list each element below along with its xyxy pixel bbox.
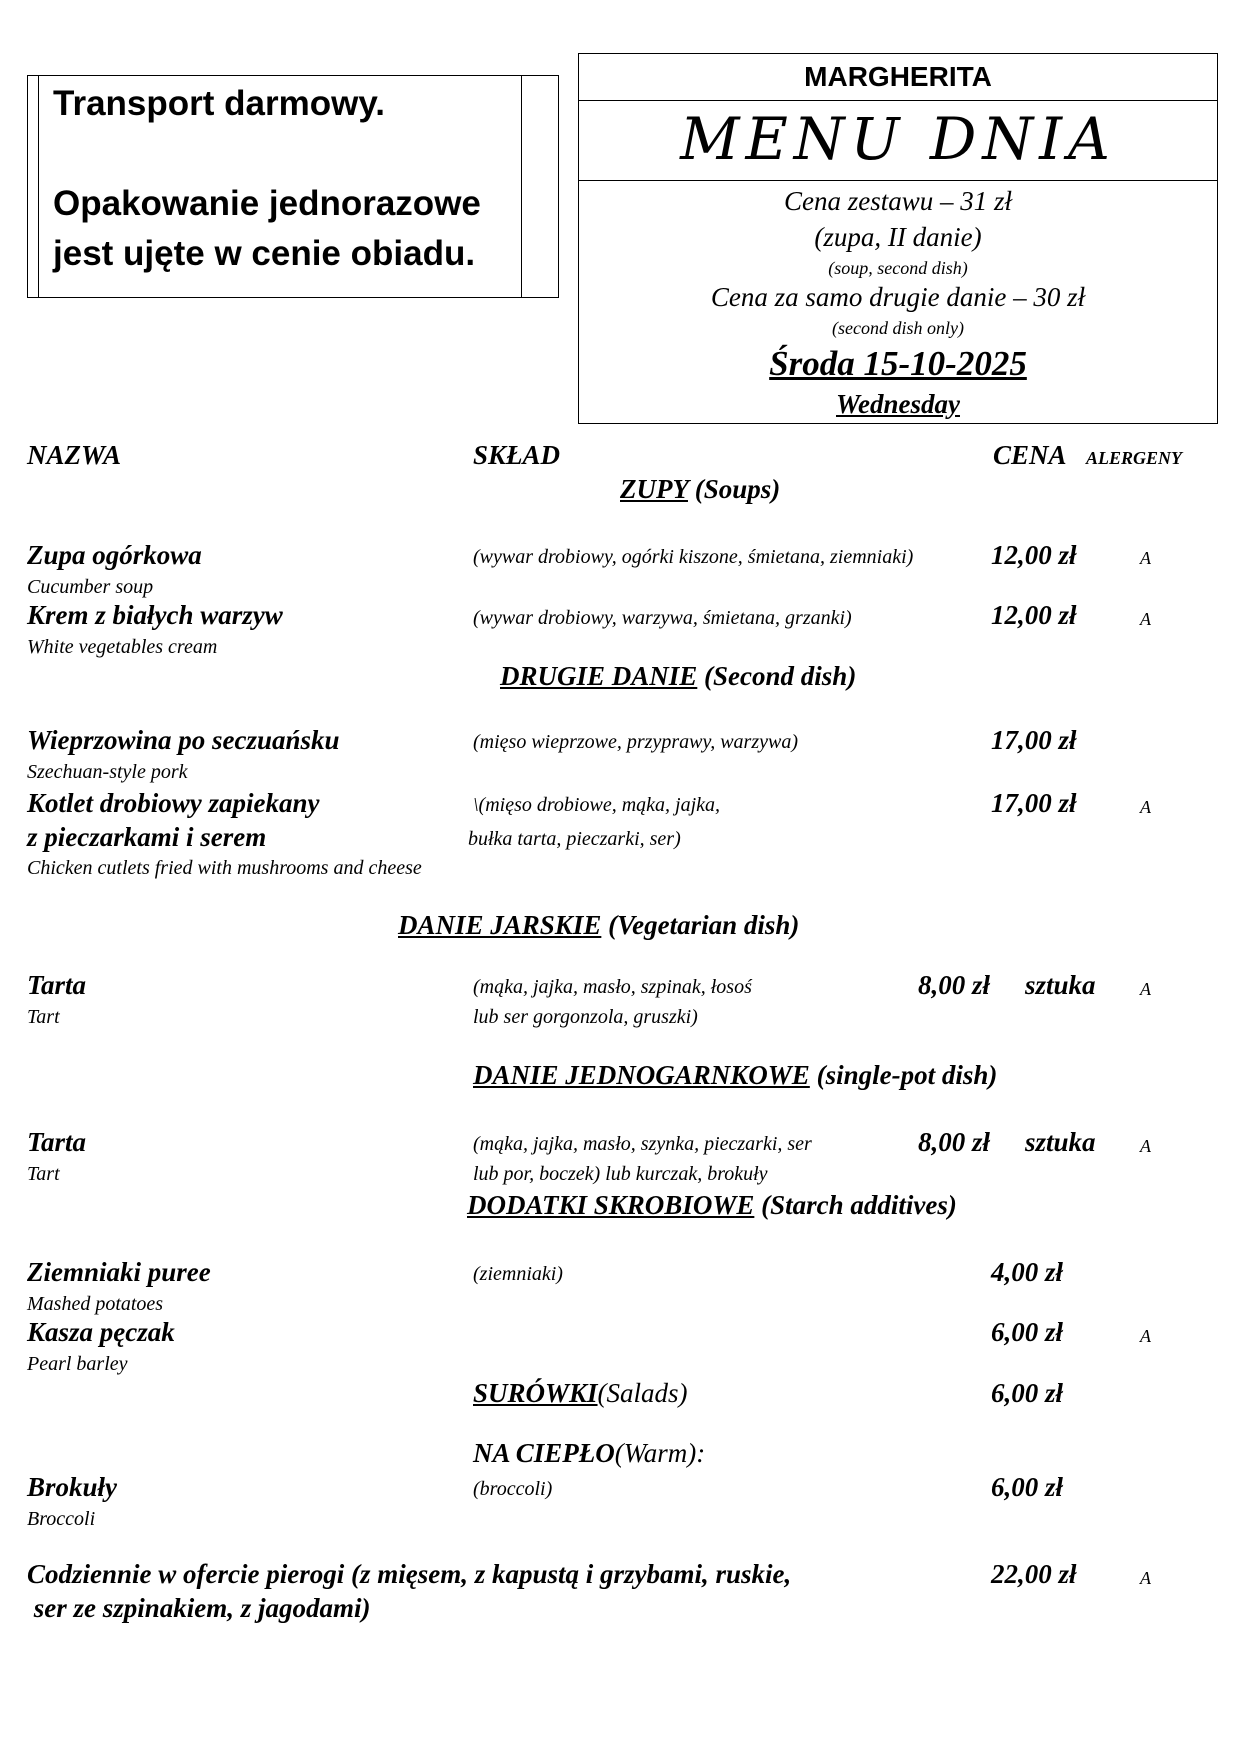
column-header-name: NAZWA	[27, 440, 122, 470]
dish-ingredients: (mąka, jajka, masło, szynka, pieczarki, ser	[473, 1133, 812, 1155]
dish-allergen: A	[1140, 979, 1151, 999]
dish-name: Zupa ogórkowa	[27, 540, 202, 570]
dish-name: Tarta	[27, 1127, 87, 1157]
salads-price: 6,00 zł	[991, 1378, 1064, 1408]
section-title-vegetarian: DANIE JARSKIE (Vegetarian dish)	[398, 910, 800, 940]
dish-name: Tarta	[27, 970, 87, 1000]
section-title-salads: SURÓWKI(Salads)	[473, 1378, 688, 1408]
dish-name: Krem z białych warzyw	[27, 600, 283, 630]
dish-allergen: A	[1140, 1326, 1151, 1346]
dish-name-en: Tart	[27, 1006, 60, 1028]
dish-name-en: Mashed potatoes	[27, 1293, 164, 1315]
dish-ingredients: (wywar drobiowy, warzywa, śmietana, grzanki)	[473, 607, 852, 629]
dish-ingredients: (mięso wieprzowe, przyprawy, warzywa)	[473, 731, 798, 753]
dish-ingredients: (ziemniaki)	[473, 1263, 563, 1285]
dish-price: 8,00 zł	[918, 970, 991, 1000]
set-contents-en: (soup, second dish)	[828, 258, 968, 278]
set-price: Cena zestawu – 31 zł	[783, 186, 1012, 216]
header-divider-2	[578, 180, 1218, 181]
dish-unit: sztuka	[1025, 970, 1096, 1000]
menu-day-en: Wednesday	[836, 389, 960, 419]
daily-offer-allergen: A	[1140, 1568, 1151, 1588]
dish-price: 12,00 zł	[991, 540, 1077, 570]
packaging-note-line1: Opakowanie jednorazowe	[53, 184, 481, 223]
dish-name-en: Tart	[27, 1163, 60, 1185]
dish-price: 6,00 zł	[991, 1317, 1064, 1347]
second-dish-price: Cena za samo drugie danie – 30 zł	[710, 282, 1086, 312]
dish-name-en: White vegetables cream	[27, 636, 218, 658]
menu-title: MENU DNIA	[680, 105, 1116, 173]
restaurant-name: MARGHERITA	[804, 61, 992, 92]
dish-price: 17,00 zł	[991, 725, 1077, 755]
daily-offer-line1: Codziennie w ofercie pierogi (z mięsem, z kapustą i grzybami, ruskie,	[27, 1559, 792, 1589]
daily-offer-line2: ser ze szpinakiem, z jagodami)	[27, 1593, 371, 1623]
dish-name: Kasza pęczak	[27, 1317, 175, 1347]
dish-name-continued: z pieczarkami i serem	[27, 822, 267, 852]
dish-ingredients: \(mięso drobiowe, mąka, jajka,	[473, 794, 721, 816]
menu-date: Środa 15-10-2025	[769, 344, 1027, 383]
dish-name-en: Szechuan-style pork	[27, 761, 188, 783]
dish-name: Wieprzowina po seczuańsku	[27, 725, 340, 755]
dish-ingredients-continued: lub ser gorgonzola, gruszki)	[473, 1006, 698, 1028]
dish-name-en: Pearl barley	[27, 1353, 128, 1375]
dish-price: 8,00 zł	[918, 1127, 991, 1157]
free-transport-note: Transport darmowy.	[53, 84, 385, 123]
dish-price: 12,00 zł	[991, 600, 1077, 630]
dish-allergen: A	[1140, 797, 1151, 817]
dish-price: 6,00 zł	[991, 1472, 1064, 1502]
dish-allergen: A	[1140, 1136, 1151, 1156]
dish-price: 17,00 zł	[991, 788, 1077, 818]
dish-ingredients: (mąka, jajka, masło, szpinak, łosoś	[473, 976, 752, 998]
column-header-price: CENA	[993, 440, 1067, 470]
daily-offer-price: 22,00 zł	[991, 1559, 1077, 1589]
dish-name: Kotlet drobiowy zapiekany	[27, 788, 320, 818]
column-header-ingredients: SKŁAD	[473, 440, 561, 470]
dish-unit: sztuka	[1025, 1127, 1096, 1157]
dish-name-en: Cucumber soup	[27, 576, 154, 598]
section-title-soups: ZUPY (Soups)	[620, 474, 781, 504]
dish-ingredients-continued: bułka tarta, pieczarki, ser)	[468, 828, 681, 850]
column-header-allergens: ALERGENY	[1086, 448, 1183, 468]
dish-ingredients: (wywar drobiowy, ogórki kiszone, śmietana, ziemniaki)	[473, 546, 914, 568]
section-title-one-pot: DANIE JEDNOGARNKOWE (single-pot dish)	[473, 1060, 998, 1090]
section-title-warm: NA CIEPŁO(Warm):	[473, 1438, 706, 1468]
dish-name: Ziemniaki puree	[27, 1257, 211, 1287]
dish-price: 4,00 zł	[991, 1257, 1064, 1287]
dish-allergen: A	[1140, 609, 1151, 629]
section-title-starch: DODATKI SKROBIOWE (Starch additives)	[467, 1190, 957, 1220]
header-divider-1	[578, 100, 1218, 101]
second-dish-price-en: (second dish only)	[832, 318, 964, 338]
dish-name-en: Broccoli	[27, 1508, 96, 1530]
dish-ingredients: (broccoli)	[473, 1478, 553, 1500]
dish-name: Brokuły	[27, 1472, 118, 1502]
section-title-second-dish: DRUGIE DANIE (Second dish)	[500, 661, 857, 691]
dish-allergen: A	[1140, 548, 1151, 568]
dish-name-en: Chicken cutlets fried with mushrooms and cheese	[27, 857, 422, 879]
set-contents: (zupa, II danie)	[814, 222, 982, 252]
dish-ingredients-continued: lub por, boczek) lub kurczak, brokuły	[473, 1163, 768, 1185]
packaging-note-line2: jest ujęte w cenie obiadu.	[53, 234, 476, 273]
